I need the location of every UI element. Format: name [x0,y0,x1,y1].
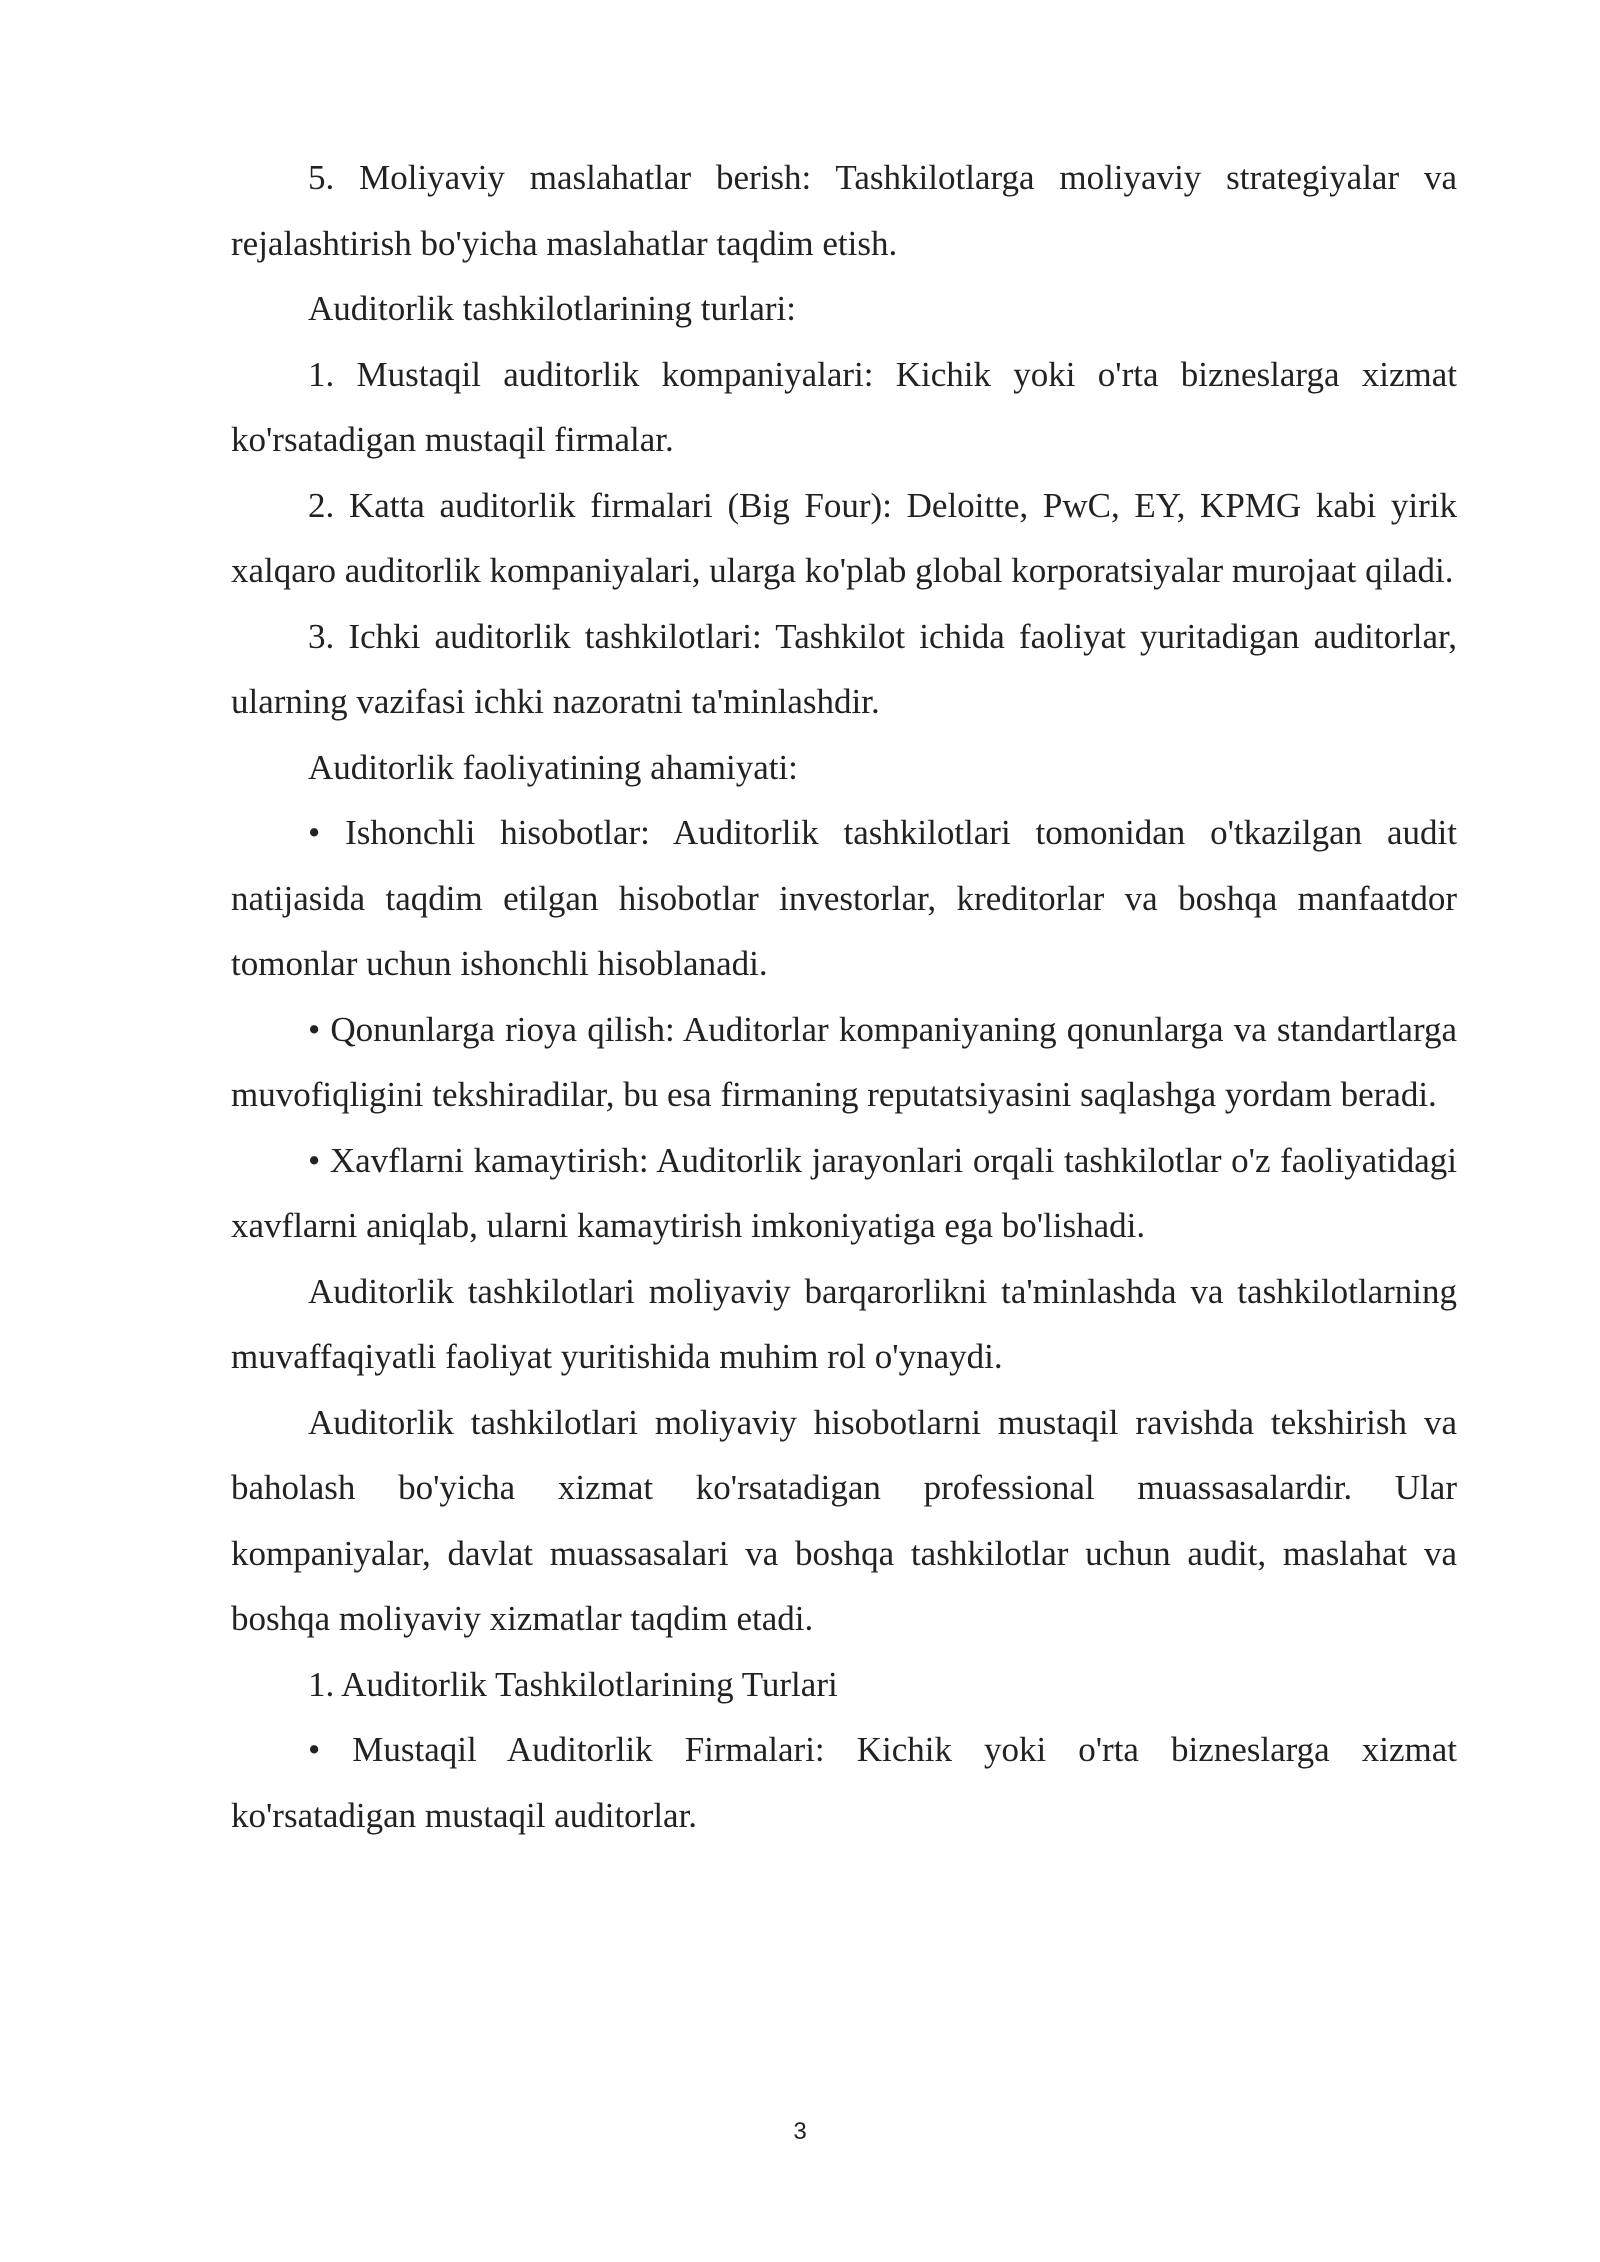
paragraph-section-heading: 1. Auditorlik Tashkilotlarining Turlari [308,1664,838,1704]
paragraph-stability-role: Auditorlik tashkilotlari moliyaviy barqarorlikni ta'minlashda va tashkilotlarning muvaffaqiyatli faoliyat yuritishida muhim rol o'ynaydi. [231,1271,1457,1376]
paragraph-risk-reduction: • Xavflarni kamaytirish: Auditorlik jarayonlari orqali tashkilotlar o'z faoliyatidagi xavflarni aniqlab, ularni kamaytirish imkoniyatiga ega bo'lishadi. [231,1140,1457,1245]
paragraph-independent-firms: • Mustaqil Auditorlik Firmalari: Kichik yoki o'rta bizneslarga xizmat ko'rsatadigan mustaqil auditorlar. [231,1730,1457,1835]
page-number: 3 [793,2118,807,2145]
paragraph-internal-audit: 3. Ichki auditorlik tashkilotlari: Tashkilot ichida faoliyat yuritadigan auditorlar, ularning vazifasi ichki nazoratni ta'minlashdir. [231,616,1457,721]
paragraph-definition: Auditorlik tashkilotlari moliyaviy hisobotlarni mustaqil ravishda tekshirish va baholash bo'yicha xizmat ko'rsatadigan professional muassasalardir. Ular kompaniyalar, davlat muassasalari va boshqa tashkilotlar uchun audit, maslahat va boshqa moliyaviy xizmatlar taqdim etadi. [231,1402,1457,1638]
paragraph-importance-heading: Auditorlik faoliyatining ahamiyati: [308,747,798,787]
document-body [231,145,1457,1848]
paragraph-independent-companies: 1. Mustaqil auditorlik kompaniyalari: Kichik yoki o'rta bizneslarga xizmat ko'rsatadigan mustaqil firmalar. [231,354,1457,459]
paragraph-financial-advice: 5. Moliyaviy maslahatlar berish: Tashkilotlarga moliyaviy strategiyalar va rejalashtirish bo'yicha maslahatlar taqdim etish. [231,158,1457,263]
paragraph-reliable-reports: • Ishonchli hisobotlar: Auditorlik tashkilotlari tomonidan o'tkazilgan audit natijasida taqdim etilgan hisobotlar investorlar, kreditorlar va boshqa manfaatdor tomonlar uchun ishonchli hisoblanadi. [231,813,1457,983]
paragraph-compliance: • Qonunlarga rioya qilish: Auditorlar kompaniyaning qonunlarga va standartlarga muvofiqligini tekshiradilar, bu esa firmaning reputatsiyasini saqlashga yordam beradi. [231,1009,1457,1114]
paragraph-big-four: 2. Katta auditorlik firmalari (Big Four): Deloitte, PwC, EY, KPMG kabi yirik xalqaro auditorlik kompaniyalari, ularga ko'plab global korporatsiyalar murojaat qiladi. [231,485,1457,590]
paragraph-types-heading: Auditorlik tashkilotlarining turlari: [308,289,796,328]
